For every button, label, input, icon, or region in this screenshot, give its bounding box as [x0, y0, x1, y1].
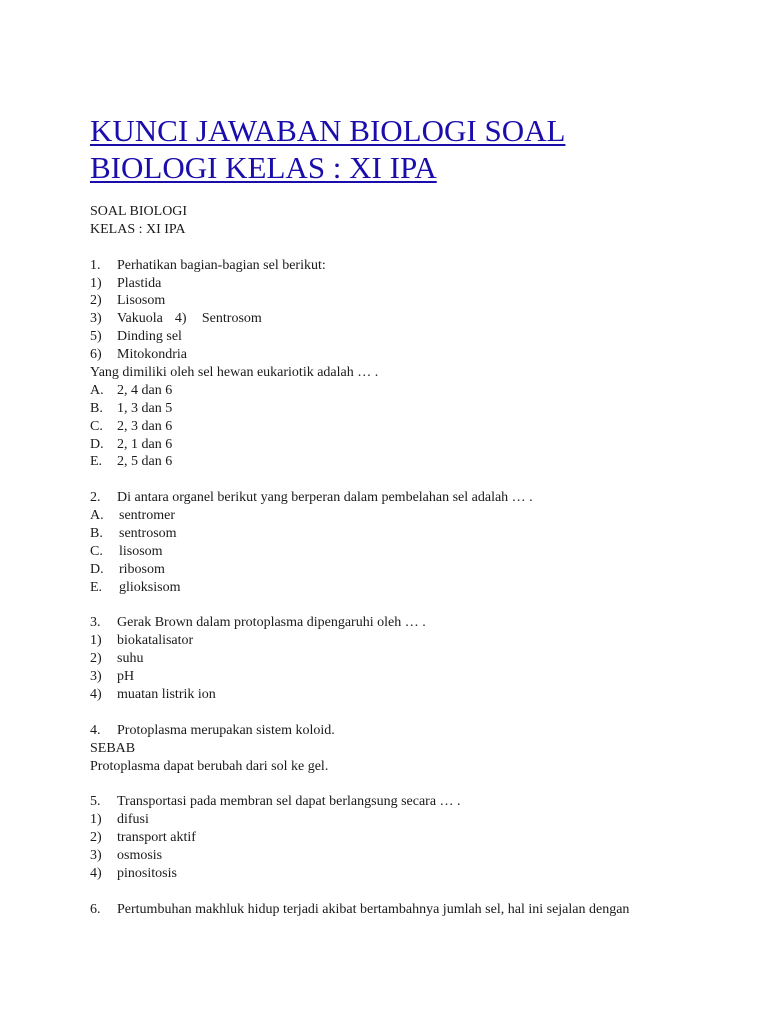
- item-number: 3): [90, 311, 102, 327]
- answer-option: [90, 543, 730, 561]
- item-text: osmosis: [117, 848, 163, 864]
- option-text: 2, 1 dan 6: [117, 436, 173, 452]
- item-text: pH: [117, 669, 135, 685]
- item-number: 3): [90, 848, 102, 864]
- item-number: 4): [90, 865, 102, 881]
- subject-heading: SOAL BIOLOGI: [90, 204, 188, 219]
- question-stem: Yang dimiliki oleh sel hewan eukariotik adalah … .: [90, 365, 379, 381]
- title-line-1[interactable]: KUNCI JAWABAN BIOLOGI SOAL: [90, 113, 566, 148]
- option-letter: B.: [90, 526, 103, 542]
- reason-text: Protoplasma dapat berubah dari sol ke gel.: [90, 758, 329, 774]
- option-text: 2, 4 dan 6: [117, 382, 173, 398]
- list-item: [90, 847, 730, 865]
- answer-option: [90, 436, 730, 454]
- title-line-2[interactable]: BIOLOGI KELAS : XI IPA: [90, 150, 437, 185]
- question-4: [90, 722, 730, 740]
- item-number: 4): [90, 687, 102, 703]
- item-text: Lisosom: [117, 293, 166, 309]
- item-text: pinositosis: [117, 865, 177, 881]
- item-text: Dinding sel: [117, 329, 182, 345]
- question-text: Protoplasma merupakan sistem koloid.: [117, 722, 335, 738]
- item-text: transport aktif: [117, 830, 196, 846]
- spacer: [90, 883, 730, 901]
- item-number: 2): [90, 651, 102, 667]
- answer-option: [90, 382, 730, 400]
- answer-option: [90, 453, 730, 471]
- list-item: [90, 275, 730, 293]
- class-heading: KELAS : XI IPA: [90, 221, 186, 237]
- answer-option: [90, 507, 730, 525]
- answer-option: [90, 418, 730, 436]
- spacer: [90, 704, 730, 722]
- document-title-link[interactable]: [90, 112, 730, 186]
- item-number: 1): [90, 633, 102, 649]
- spacer: [90, 776, 730, 794]
- list-item: [90, 686, 730, 704]
- question-number: 4.: [90, 722, 101, 738]
- question-text: Gerak Brown dalam protoplasma dipengaruhi oleh … .: [117, 615, 426, 631]
- answer-option: [90, 400, 730, 418]
- item-text: Sentrosom: [201, 311, 262, 327]
- answer-option: [90, 525, 730, 543]
- question-5: [90, 793, 730, 811]
- option-text: sentromer: [119, 508, 175, 524]
- item-number: 2): [90, 293, 102, 309]
- question-text: Perhatikan bagian-bagian sel berikut:: [117, 257, 326, 273]
- option-letter: D.: [90, 436, 104, 452]
- item-text: Plastida: [117, 275, 162, 291]
- question-2: [90, 489, 730, 507]
- item-number: 6): [90, 347, 102, 363]
- option-text: sentrosom: [119, 526, 177, 542]
- item-number: 3): [90, 669, 102, 685]
- question-6: [90, 901, 730, 919]
- question-number: 1.: [90, 257, 101, 273]
- item-text: biokatalisator: [117, 633, 194, 649]
- option-letter: E.: [90, 579, 103, 595]
- list-item: [90, 292, 730, 310]
- question-text: Transportasi pada membran sel dapat berlangsung secara … .: [117, 794, 461, 810]
- question-number: 2.: [90, 490, 101, 506]
- list-item: [90, 811, 730, 829]
- list-item: [90, 650, 730, 668]
- list-item: [90, 668, 730, 686]
- item-text: difusi: [117, 812, 149, 828]
- list-item: [90, 829, 730, 847]
- option-letter: E.: [90, 454, 103, 470]
- spacer: [90, 471, 730, 489]
- document-page: [90, 112, 730, 919]
- option-text: 2, 3 dan 6: [117, 418, 173, 434]
- option-text: lisosom: [119, 543, 163, 559]
- question-text: Pertumbuhan makhluk hidup terjadi akibat bertambahnya jumlah sel, hal ini sejalan dengan: [117, 901, 630, 917]
- option-letter: C.: [90, 418, 103, 434]
- question-text: Di antara organel berikut yang berperan dalam pembelahan sel adalah … .: [117, 490, 533, 506]
- option-letter: B.: [90, 400, 103, 416]
- item-number: 2): [90, 830, 102, 846]
- answer-option: [90, 561, 730, 579]
- option-text: 2, 5 dan 6: [117, 454, 173, 470]
- item-number: 4): [174, 311, 187, 327]
- option-letter: A.: [90, 508, 104, 524]
- item-text: Mitokondria: [117, 347, 187, 363]
- option-text: glioksisom: [119, 579, 181, 595]
- option-letter: D.: [90, 561, 104, 577]
- list-item: [90, 632, 730, 650]
- option-letter: C.: [90, 543, 103, 559]
- item-number: 1): [90, 812, 102, 828]
- question-number: 3.: [90, 615, 101, 631]
- item-number: 5): [90, 329, 102, 345]
- question-3: [90, 614, 730, 632]
- question-1: [90, 257, 730, 275]
- item-text: suhu: [117, 651, 144, 667]
- option-text: 1, 3 dan 5: [117, 400, 173, 416]
- option-letter: A.: [90, 382, 104, 398]
- item-number: 1): [90, 275, 102, 291]
- question-number: 6.: [90, 901, 101, 917]
- list-item: [90, 310, 730, 328]
- question-number: 5.: [90, 794, 101, 810]
- list-item: [90, 328, 730, 346]
- spacer: [90, 597, 730, 615]
- list-item: [90, 346, 730, 364]
- answer-option: [90, 579, 730, 597]
- spacer: [90, 239, 730, 257]
- because-keyword: SEBAB: [90, 740, 136, 756]
- document-body: [90, 203, 730, 919]
- item-text: Vakuola: [117, 311, 163, 327]
- option-text: ribosom: [119, 561, 165, 577]
- list-item: [90, 865, 730, 883]
- item-text: muatan listrik ion: [117, 687, 216, 703]
